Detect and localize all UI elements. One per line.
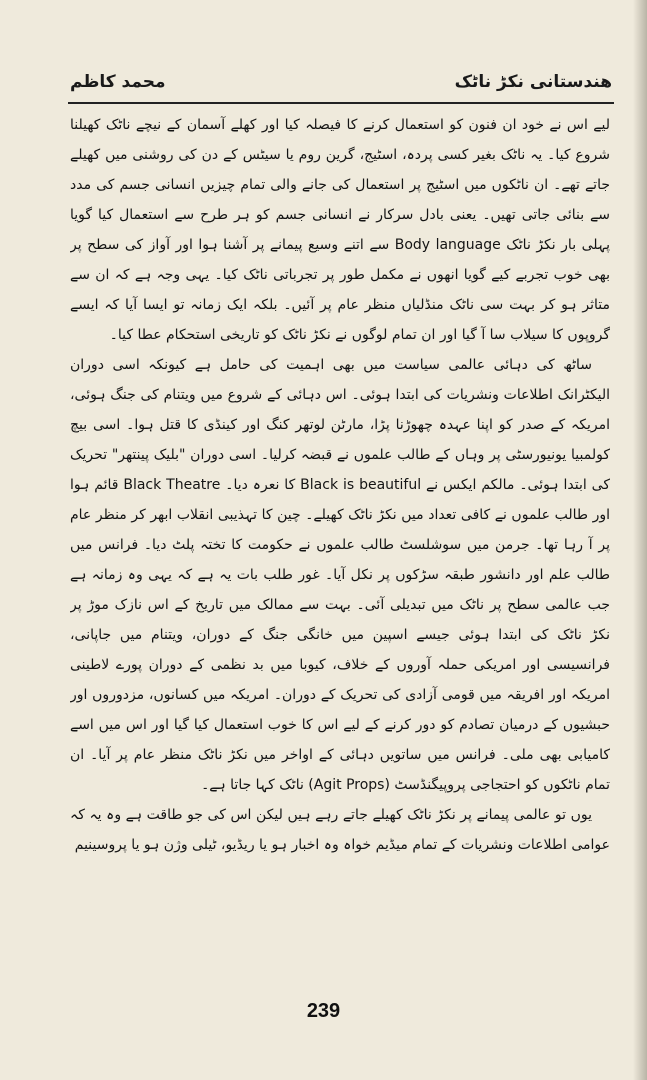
binding-shadow — [633, 0, 647, 1080]
running-title: هندستانی نکڑ ناٹک — [454, 72, 612, 92]
running-author: محمد کاظم — [70, 72, 166, 92]
body-text — [70, 110, 610, 990]
paragraph-sixties-politics: ساٹھ کی دہائی عالمی سیاست میں بھی اہمیت کی حامل ہے کیونکہ اسی دوران الیکٹرانک اطلاعات ونشریات کی ابتدا ہوئی۔ اس دہائی کے شروع میں ویتنام کی جنگ ہوئی، امریکہ کے صدر کو اپنا عہدہ چھوڑنا پڑا، مارٹن لوتھر کنگ اور کینڈی کا قتل ہوا۔ اسی بیچ کولمبیا یونیورسٹی پر وہاں کے طالب علموں نے قبضہ کرلیا۔ اسی دوران "بلیک پینتھر" تحریک کی ابتدا ہوئی۔ مالکم ایکس نے Black is beautiful کا نعرہ دیا۔ Black Theatre قائم ہوا اور طالب علموں نے کافی تعداد میں نکڑ ناٹک کھیلے۔ چین کا تہذیبی انقلاب ابھر کر منظر عام پر آ رہا تھا۔ جرمن میں سوشلسٹ طالب علموں نے حکومت کا تختہ پلٹ دیا۔ فرانس میں طالب علم اور دانشور طبقہ سڑکوں پر نکل آیا۔ غور طلب بات یہ ہے کہ یہی وہ زمانہ ہے جب عالمی سطح پر ناٹک میں تبدیلی آئی۔ بہت سے ممالک میں تاریخ کے اس نازک موڑ پر نکڑ ناٹک کی ابتدا ہوئی جیسے اسپین میں خانگی جنگ کے دوران، ویتنام میں جاپانی، فرانسیسی اور امریکی حملہ آوروں کے خلاف، کیوبا میں بد نظمی کے دوران پورے لاطینی امریکہ اور افریقہ میں قومی آزادی کی تحریک کے دوران۔ امریکہ میں کسانوں، مزدوروں اور حبشیوں کے درمیان تصادم کو دور کرنے کے لیے اس کا خوب استعمال کیا گیا اور اس میں اسے کامیابی بھی ملی۔ فرانس میں ساتویں دہائی کے اواخر میں نکڑ ناٹک منظر عام پر آیا۔ ان تمام ناٹکوں کو احتجاجی پروپیگنڈسٹ (Agit Props) ناٹک کہا جاتا ہے۔ — [70, 357, 610, 793]
header-rule — [68, 102, 614, 104]
page-number: 239 — [306, 1000, 341, 1022]
running-header — [70, 72, 612, 102]
paragraph-continued: لیے اس نے خود ان فنون کو استعمال کرنے کا فیصلہ کیا اور کھلے آسمان کے نیچے ناٹک کھیلنا شروع کیا۔ یہ ناٹک بغیر کسی پردہ، اسٹیج، گرین روم یا سیٹس کے دن کی روشنی میں کھیلے جاتے تھے۔ ان ناٹکوں میں اسٹیج پر استعمال کی جانے والی تمام چیزیں انسانی جسم کی مدد سے بنائی جاتی تھیں۔ یعنی بادل سرکار نے انسانی جسم کو ہر طرح سے استعمال کیا گویا پہلی بار نکڑ ناٹک Body language سے اتنے وسیع پیمانے پر آشنا ہوا اور آواز کی سطح پر بھی خوب تجربے کیے گویا انھوں نے مکمل طور پر تجرباتی ناٹک کیا۔ یہی وجہ ہے کہ ان سے متاثر ہو کر بہت سی ناٹک منڈلیاں منظر عام پر آئیں۔ بلکہ ایک زمانہ تو ایسا آیا کہ ایسے گروپوں کا سیلاب سا آ گیا اور ان تمام لوگوں نے نکڑ ناٹک کو تاریخی استحکام عطا کیا۔ — [70, 117, 610, 343]
paragraph-global-scale: یوں تو عالمی پیمانے پر نکڑ ناٹک کھیلے جاتے رہے ہیں لیکن اس کی جو طاقت ہے وہ یہ کہ عوامی اطلاعات ونشریات کے تمام میڈیم خواہ وہ اخبار ہو یا ریڈیو، ٹیلی وژن ہو یا پروسینیم — [70, 807, 610, 853]
